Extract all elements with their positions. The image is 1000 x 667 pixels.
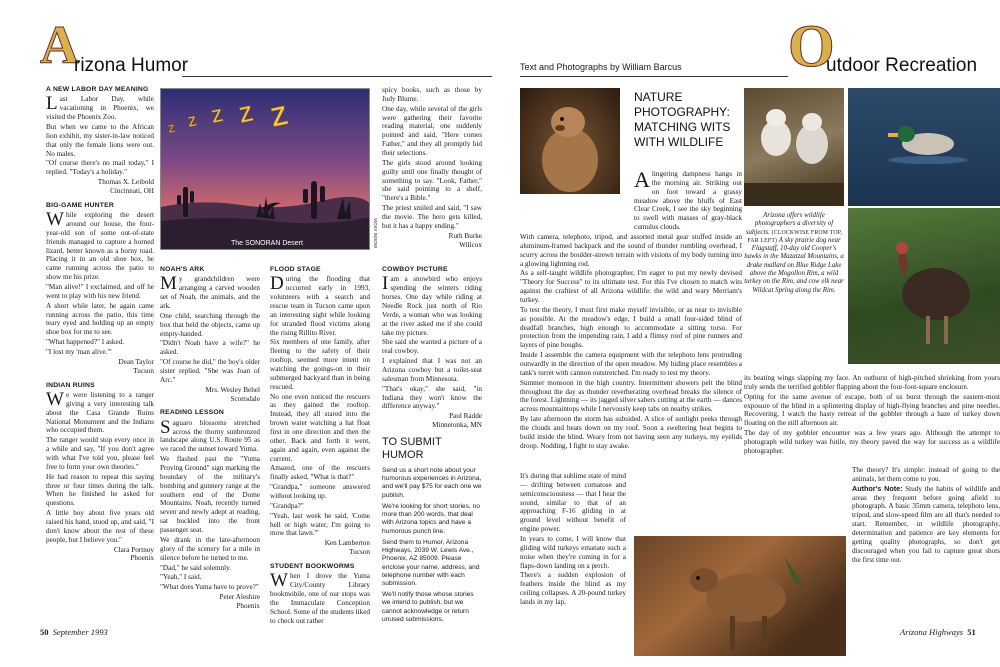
story-heading: FLOOD STAGE bbox=[270, 266, 321, 273]
article-column-2 bbox=[744, 374, 1000, 457]
page-title-arizona-humor: rizona Humor bbox=[74, 55, 189, 76]
story-paragraph: A little boy about five years old raised his hand, stood up, and said, "I don't know about the rest of these people, but I believe you." bbox=[46, 509, 154, 544]
story-paragraph: "Dad," he said solemnly. bbox=[160, 563, 232, 572]
author-signature: Paul Radde Minnetonka, MN bbox=[432, 412, 482, 430]
coopers-hawks-photo bbox=[744, 88, 844, 206]
submit-paragraph: We're looking for short stories, no more than 200 words, that deal with Arizona topics and have a humorous punch line. bbox=[382, 502, 480, 535]
author-signature: Dean Taylor Tucson bbox=[118, 357, 154, 375]
title-initial-a: A bbox=[40, 15, 79, 75]
story-paragraph: A short while later, he again came running across the patio, this time teary eyed and holding up an empty shoe box for me to see. bbox=[46, 301, 154, 337]
drop-cap: D bbox=[270, 273, 284, 295]
humor-column-2 bbox=[160, 266, 260, 617]
drop-cap: A bbox=[634, 167, 650, 192]
story-heading: COWBOY PICTURE bbox=[382, 266, 448, 273]
cow-elk-photo bbox=[634, 536, 846, 656]
article-paragraph: Inside I assemble the camera equipment with the telephoto lens protruding outwardly in the direction of the open meadow. My hiding place resembles a tank's turret with cannon outstretched. I'm ready to test my theory. bbox=[520, 351, 742, 377]
story-paragraph: I explained that I was not an Arizona cowboy but a toilet-seat salesman from Minnesota. bbox=[382, 357, 482, 383]
article-paragraph: In years to come, I will know that gliding wild turkeys emanate such a noise when they're coming in for a flaps-down landing on a perch. bbox=[520, 535, 626, 570]
article-headline: NATURE PHOTOGRAPHY: MATCHING WITS WITH WILDLIFE bbox=[634, 90, 731, 149]
humor-column-4 bbox=[382, 266, 482, 627]
author-signature: Ruth Burke Willcox bbox=[448, 231, 482, 249]
submit-humor-box bbox=[382, 467, 482, 624]
illustration-credit: VICKY INSOW bbox=[373, 218, 378, 248]
story-paragraph: My grandchildren were arranging a carved wooden set of Noah, the animals, and the ark. bbox=[160, 273, 260, 310]
article-paragraph: Summer monsoon in the high country. Intermittent showers pelt the blind throughout the day as thunder reverberating overhead breaks the silence of the forest. Lightning — its jagged silver sabers cutting at the earth — dances across mountaintops while I nervously keep tabs on nearby strikes. bbox=[520, 378, 742, 414]
article-paragraph: The day of my gobbler encounter was a few years ago. Although the attempt to photograph wild turkey was futile, my theory paved the way for success as a wildlife photographer. bbox=[744, 429, 1000, 455]
story-paragraph: During the flooding that occurred early in 1993, volunteers with a search and rescue team in Tucson came upon an interesting sight while looking for stranded flood victims along the rising Rillito River. bbox=[270, 273, 370, 337]
author-signature: Mrs. Wesley Behel Scottsdale bbox=[205, 385, 260, 403]
story-paragraph: Amazed, one of the rescuers finally asked, "What is that?" bbox=[270, 464, 370, 482]
story-heading: INDIAN RUINS bbox=[46, 381, 95, 389]
story-paragraph: "Of course there's no mail today," I replied. "Today's a holiday." bbox=[46, 159, 154, 177]
story-paragraph: "That's okay," she said, "in Indiana they won't know the difference anyway." bbox=[382, 384, 482, 411]
author-signature: Thomas X. Leibold Cincinnati, OH bbox=[97, 178, 154, 195]
article-paragraph: its beating wings slapping my face. An outburst of high-pitched shrieking from yours truly sends the terrified gobbler flapping about the four-foot-square enclosure. bbox=[744, 374, 1000, 391]
story-paragraph: "Of course he did," the boy's older sister replied. "She was Joan of Arc." bbox=[160, 358, 260, 384]
drop-cap: I bbox=[382, 273, 389, 295]
photo-caption: Arizona offers wildlife photographers a diversity of subjects. (CLOCKWISE FROM TOP, FAR LEFT) A sky prairie dog near Flagstaff, 10-day old Cooper's hawks in the Mazatzal Mountains, a drake mallard on Blue Ridge Lake above the Mogollon Rim, a wild turkey on the Rim, and cow elk near Wildcat Spring along the Rim. bbox=[744, 212, 844, 294]
desert-scene-image bbox=[161, 89, 370, 250]
article-paragraph: With camera, telephoto, tripod, and assorted metal gear stuffed inside an aluminum-framed backpack and the sound of thunder rumbling overhead, I scurry across the boulder-strewn terrain with visions of my body turning into a glowing lightning rod. bbox=[520, 233, 742, 268]
illustration-caption: The SONORAN Desert bbox=[231, 240, 303, 247]
article-paragraph: Opting for the same avenue of escape, both of us burst through the eastern-most exposure of the blind in a splintering display of high-flying branches and pine needles. Recovering, I watch the hasty retreat of the gobbler through a haze of turkey down floating on the still afternoon air. bbox=[744, 392, 1000, 428]
story-paragraph: We drank in the late-afternoon glory of the scenery for a mile in silence before he turned to me. bbox=[160, 535, 260, 562]
story-heading: STUDENT BOOKWORMS bbox=[270, 563, 355, 570]
svg-text:Z: Z bbox=[236, 100, 256, 128]
byline: Text and Photographs by William Barcus bbox=[520, 62, 682, 72]
story-paragraph: "Grandpa," someone answered without looking up. bbox=[270, 483, 370, 500]
svg-text:Z: Z bbox=[209, 105, 225, 127]
drop-cap: L bbox=[46, 93, 58, 115]
title-initial-o: O bbox=[788, 13, 835, 79]
story-paragraph: "What does Yuma have to prove?" bbox=[160, 583, 259, 592]
title-rule-left bbox=[182, 76, 492, 77]
story-heading: NOAH'S ARK bbox=[160, 266, 205, 273]
article-paragraph: The theory? It's simple: instead of going to the animals, let them come to you. bbox=[852, 466, 1000, 483]
page-folio-left: 50 September 1993 bbox=[40, 627, 108, 637]
story-paragraph: We flashed past the "Yuma Proving Ground" sign marking the boundary of the military's bombing and gunnery range at the southern end of the Dome Mountains. Noah, recently turned seven and newly adept at reading, sat buckled into the front passenger seat. bbox=[160, 455, 260, 535]
humor-column-1 bbox=[46, 86, 154, 569]
humor-column-3 bbox=[270, 266, 370, 627]
story-paragraph: "Yeah, last week he said, 'Come hell or high water, I'm going to mow that lawn.'" bbox=[270, 511, 370, 538]
story-paragraph: Saguaro blossoms stretched across the thorny sunbronzed landscape along U.S. Route 95 as we raced the sunset toward Yuma. bbox=[160, 416, 260, 454]
page-folio-right: Arizona Highways 51 bbox=[900, 627, 976, 637]
submit-humor-heading: TO SUBMIT HUMOR bbox=[382, 435, 442, 461]
article-paragraph: To test the theory, I must first make myself invisible, or as near to invisible as possible. At the meadow's edge, I build a small four-sided blind of deadfall branches, high enough to accommodate a sitting torso. For protection from the impending rain, I add a flimsy roof of pine runners and layers of pine boughs. bbox=[520, 305, 742, 350]
article-paragraph: There's a sudden explosion of feathers inside the blind as my ceiling collapses. A 20-pound turkey lands in my lap, bbox=[520, 571, 626, 607]
submit-paragraph: Send them to Humor, Arizona Highways, 2039 W. Lewis Ave., Phoenix, AZ 85009. Please enclose your name, address, and telephone number with each submission. bbox=[382, 538, 480, 588]
story-paragraph: One child, searching through the box that held the objects, came up empty-handed. bbox=[160, 311, 260, 338]
svg-text:Z: Z bbox=[186, 112, 198, 130]
author-signature: Peter Aleshire Phoenix bbox=[219, 593, 260, 610]
article-column-2-lower bbox=[852, 466, 1000, 565]
article-column-1 bbox=[520, 167, 742, 452]
article-column-1-lower bbox=[520, 472, 626, 608]
article-paragraph: As a self-taught wildlife photographer, I'm eager to put my newly devised "Theory for Success" to its ultimate test. For this I've chosen to match wits against the craftiest of all Arizona wildlife: the wild and wary Merriam's turkey. bbox=[520, 269, 742, 305]
story-paragraph: Six members of one family, after fleeing to the safety of their rooftop, seemed more intent on watching the goings-on in their submerged backyard than in being rescued. bbox=[270, 338, 370, 391]
story-paragraph: No one even noticed the rescuers as they gained the rooftop. Instead, they all stared into the brown water watching a hat float first in one direction and then the other. Back and forth it went, again and again, even against the current. bbox=[270, 392, 370, 463]
drake-mallard-photo bbox=[848, 88, 1000, 206]
submit-paragraph: We'll notify those whose stories we intend to publish, but we cannot acknowledge or return unused submissions. bbox=[382, 591, 474, 623]
drop-cap: W bbox=[270, 570, 288, 592]
story-paragraph: The girls stood around looking guilty until one finally thought of something to say. "Look, Father," she said pointing to a shelf, "there's a Bible." bbox=[382, 158, 482, 203]
story-paragraph: But when we came to the African lion exhibit, my sister-in-law noticed that only the female lions were out. No males. bbox=[46, 122, 154, 158]
story-paragraph: The ranger would stop every once in a while and say, "If you don't agree with what I've told you, please feel free to form your own theories." bbox=[46, 436, 154, 471]
story-paragraph: "Man alive!" I exclaimed, and off he went to play with his new friend. bbox=[46, 283, 154, 300]
sonoran-desert-illustration bbox=[160, 88, 370, 250]
page-title-outdoor-recreation: utdoor Recreation bbox=[826, 55, 978, 76]
author-signature: Clara Portnoy Phoenix bbox=[113, 545, 154, 563]
story-paragraph: "What happened?" I asked. bbox=[46, 338, 125, 347]
authors-note: Author's Note: Study the habits of wildlife and areas they frequent before going afield to photograph. A basic 35mm camera, telephoto lens, tripod, and slow-speed film are all that's needed to start. Remember, in wildlife photography, determination and patience are key elements for getting quality photographs, so don't get discouraged when you fail to capture great shots the first time out. bbox=[852, 483, 1000, 564]
submit-paragraph: Send us a short note about your humorous experiences in Arizona, and we'll pay $75 for each one we publish. bbox=[382, 466, 482, 499]
article-paragraph: By late afternoon the storm has subsided. A slice of sunlight peeks through the clouds and beats down on my roof. Soon a sweltering heat begins to build inside the blind. Weary from not having seen any turkeys, my eyelids droop. Nodding, I fight to stay awake. bbox=[520, 415, 742, 450]
story-paragraph: When I drove the Yuma City/County Library bookmobile, one of our stops was the Immaculate Conception School. Some of the students liked to check out rather bbox=[270, 570, 370, 625]
story-heading: READING LESSON bbox=[160, 409, 224, 417]
title-rule-right bbox=[520, 76, 788, 77]
svg-text:Z: Z bbox=[167, 122, 177, 136]
story-paragraph: The priest smiled and said, "I saw the movie. The hero gets killed, but it has a happy ending." bbox=[382, 204, 482, 230]
story-paragraph: "Grandpa?" bbox=[270, 501, 304, 510]
story-paragraph: While exploring the desert around our house, the four-year-old son of some out-of-state friends managed to capture a horned lizard, better known as a horny toad. Placing it in an old shoe box, he came running across the patio to show me his prize. bbox=[46, 209, 154, 282]
story-paragraph: Last Labor Day, while vacationing in Phoenix, we visited the Phoenix Zoo. bbox=[46, 93, 154, 122]
story-paragraph: "Didn't Noah have a wife?" he asked. bbox=[160, 339, 260, 357]
story-paragraph: "I lost my 'man alive.'" bbox=[46, 348, 112, 357]
story-paragraph: He had reason to repeat this saying three or four times during the talk. When he finished he asked for questions. bbox=[46, 472, 154, 508]
story-paragraph: She said she wanted a picture of a real cowboy. bbox=[382, 338, 482, 356]
drop-cap: W bbox=[46, 389, 64, 410]
drop-cap: S bbox=[160, 416, 171, 438]
article-paragraph: It's during that sublime state of mind — drifting between comatose and semiconsciousness — that I hear the sound, similar to that of an approaching F-16 gliding in at ground level without benefit of engine power. bbox=[520, 472, 626, 534]
story-heading: BIG-GAME HUNTER bbox=[46, 201, 114, 209]
story-paragraph: One day, while several of the girls were gathering their favorite reading material, one suddenly pointed and said, "Here comes Father," and they all promptly hid their selections. bbox=[382, 104, 482, 158]
svg-text:Z: Z bbox=[268, 100, 291, 133]
author-signature: Ken Lamberton Tucson bbox=[324, 539, 370, 557]
story-paragraph: We were listening to a ranger giving a very interesting talk about the Casa Grande Ruins National Monument and the Indians who occupied them. bbox=[46, 389, 154, 435]
article-paragraph: Alingering dampness hangs in the morning air. Striking out on foot toward a grassy meadow above the bluffs of East Clear Creek, I see the sky beginning to swell with masses of gray-black cumulus clouds. bbox=[634, 167, 742, 232]
wild-turkey-photo bbox=[848, 208, 1000, 364]
humor-column-3-top bbox=[382, 86, 482, 255]
story-heading: A NEW LABOR DAY MEANING bbox=[46, 86, 149, 93]
story-paragraph: "Yeah," I said. bbox=[160, 573, 202, 582]
story-paragraph: spicy books, such as those by Judy Blume. bbox=[382, 86, 482, 103]
story-paragraph: Iam a snowbird who enjoys spending the winters riding horses. One day while riding at Needle Rock just north of Rio Verde, a woman who was looking at the river asked me if she could take my picture. bbox=[382, 273, 482, 337]
drop-cap: W bbox=[46, 209, 64, 231]
drop-cap: M bbox=[160, 273, 177, 295]
